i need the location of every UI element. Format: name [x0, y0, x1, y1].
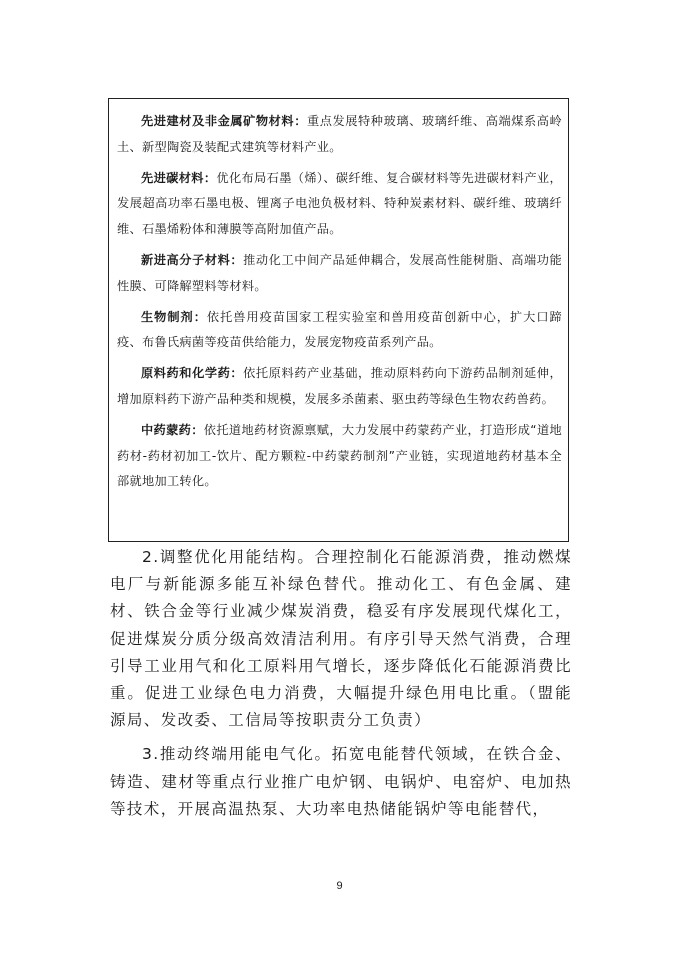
box-item	[117, 361, 562, 413]
box-item-term: 中药蒙药：	[141, 422, 204, 437]
box-item	[117, 418, 562, 495]
box-item-text: 优化布局石墨（烯）、碳纤维、复合碳材料等先进碳材料产业，发展超高功率石墨电极、锂离子电池负极材料、特种炭素材料、碳纤维、玻璃纤维、石墨烯粉体和薄膜等高附加值产品。	[117, 170, 562, 237]
page-number: 9	[336, 880, 343, 892]
box-item	[117, 248, 562, 300]
box-item-term: 先进碳材料：	[141, 170, 217, 185]
box-item	[117, 166, 562, 243]
section-3-heading: 3.推动终端用能电气化。	[142, 745, 332, 764]
box-item-text: 推动化工中间产品延伸耦合，发展高性能树脂、高端功能性膜、可降解塑料等材料。	[117, 252, 563, 293]
box-item-term: 原料药和化学药：	[141, 366, 244, 381]
section-2-paragraph	[110, 544, 572, 734]
box-item	[117, 305, 562, 357]
section-3-paragraph	[110, 741, 572, 823]
section-2-text: 合理控制化石能源消费，推动燃煤电厂与新能源多能互补绿色替代。推动化工、有色金属、建材、铁合金等行业减少煤炭消费，稳妥有序发展现代煤化工，促进煤炭分质分级高效清洁利用。有序引导天然气消费，合理引导工业用气和化工原料用气增长，逐步降低化石能源消费比重。促进工业绿色电力消费，大幅提升绿色用电比重。	[110, 548, 572, 703]
section-2-heading: 2.调整优化用能结构。	[142, 548, 315, 566]
section-3-text: 拓宽电能替代领域，在铁合金、铸造、建材等重点行业推广电炉钢、电锅炉、电窑炉、电加热等技术，开展高温热泵、大功率电热储能锅炉等电能替代，	[110, 745, 573, 818]
box-item-term: 新进高分子材料：	[141, 252, 244, 267]
section-2-responsible: （盟能源局、发改委、工信局等按职责分工负责）	[110, 684, 572, 730]
box-item	[117, 109, 562, 161]
box-item-term: 先进建材及非金属矿物材料：	[141, 114, 307, 128]
box-item-text: 依托兽用疫苗国家工程实验室和兽用疫苗创新中心，扩大口蹄疫、布鲁氏病菌等疫苗供给能力，发展宠物疫苗系列产品。	[117, 309, 562, 350]
box-item-term: 生物制剂：	[141, 309, 207, 324]
industry-info-box	[108, 98, 569, 542]
box-item-text: 重点发展特种玻璃、玻璃纤维、高端煤系高岭土、新型陶瓷及装配式建筑等材料产业。	[117, 114, 563, 154]
box-item-text: 依托道地药材资源禀赋，大力发展中药蒙药产业，打造形成“道地药材-药材初加工-饮片、配方颗粒-中药蒙药制剂”产业链，实现道地药材基本全部就地加工转化。	[117, 422, 563, 489]
body-text	[110, 544, 572, 823]
box-item-text: 依托原料药产业基础，推动原料药向下游药品制剂延伸，增加原料药下游产品种类和规模，发展多杀菌素、驱虫药等绿色生物农药兽药。	[117, 366, 563, 406]
